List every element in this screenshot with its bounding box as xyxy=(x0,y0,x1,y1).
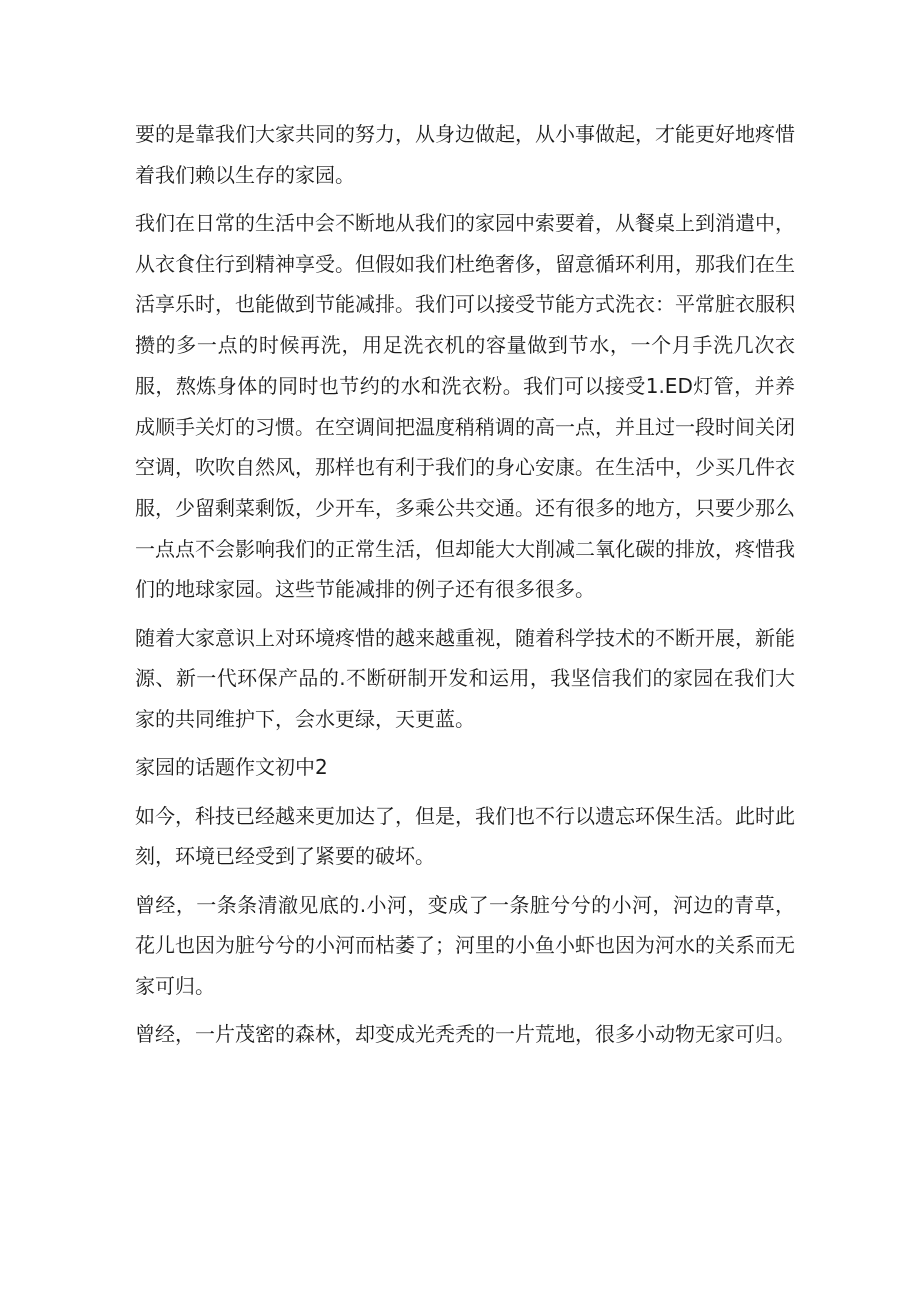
section-heading: 家园的话题作文初中2 xyxy=(135,755,328,780)
paragraph-forest: 曾经，一片茂密的森林，却变成光秃秃的一片荒地，很多小动物无家可归。 xyxy=(135,1022,795,1047)
paragraph-conclusion: 随着大家意识上对环境疼惜的越来越重视，随着科学技术的不断开展，新能源、新一代环保产品的.不断研制开发和运用，我坚信我们的家园在我们大家的共同维护下，会水更绿，天更蓝。 xyxy=(135,625,795,732)
document-body xyxy=(135,114,795,1055)
paragraph-energy-saving: 我们在日常的生活中会不断地从我们的家园中索要着，从餐桌上到消遣中，从衣食住行到精神享受。但假如我们杜绝奢侈，留意循环利用，那我们在生活享乐时，也能做到节能减排。我们可以接受节能方式洗衣：平常脏衣服积攒的多一点的时候再洗，用足洗衣机的容量做到节水，一个月手洗几次衣服，熬炼身体的同时也节约的水和洗衣粉。我们可以接受1.ED灯管，并养成顺手关灯的习惯。在空调间把温度稍稍调的高一点，并且过一段时间关闭空调，吹吹自然风，那样也有利于我们的身心安康。在生活中，少买几件衣服，少留剩菜剩饭，少开车，多乘公共交通。还有很多的地方，只要少那么一点点不会影响我们的正常生活，但却能大大削减二氧化碳的排放，疼惜我们的地球家园。这些节能减排的例子还有很多很多。 xyxy=(135,211,795,602)
paragraph-continuation: 要的是靠我们大家共同的努力，从身边做起，从小事做起，才能更好地疼惜着我们赖以生存的家园。 xyxy=(135,122,795,187)
paragraph-river: 曾经，一条条清澈见底的.小河，变成了一条脏兮兮的小河，河边的青草，花儿也因为脏兮兮的小河而枯萎了；河里的小鱼小虾也因为河水的关系而无家可归。 xyxy=(135,892,795,999)
paragraph-intro-2: 如今，科技已经越来更加达了，但是，我们也不行以遗忘环保生活。此时此刻，环境已经受到了紧要的破坏。 xyxy=(135,803,795,869)
